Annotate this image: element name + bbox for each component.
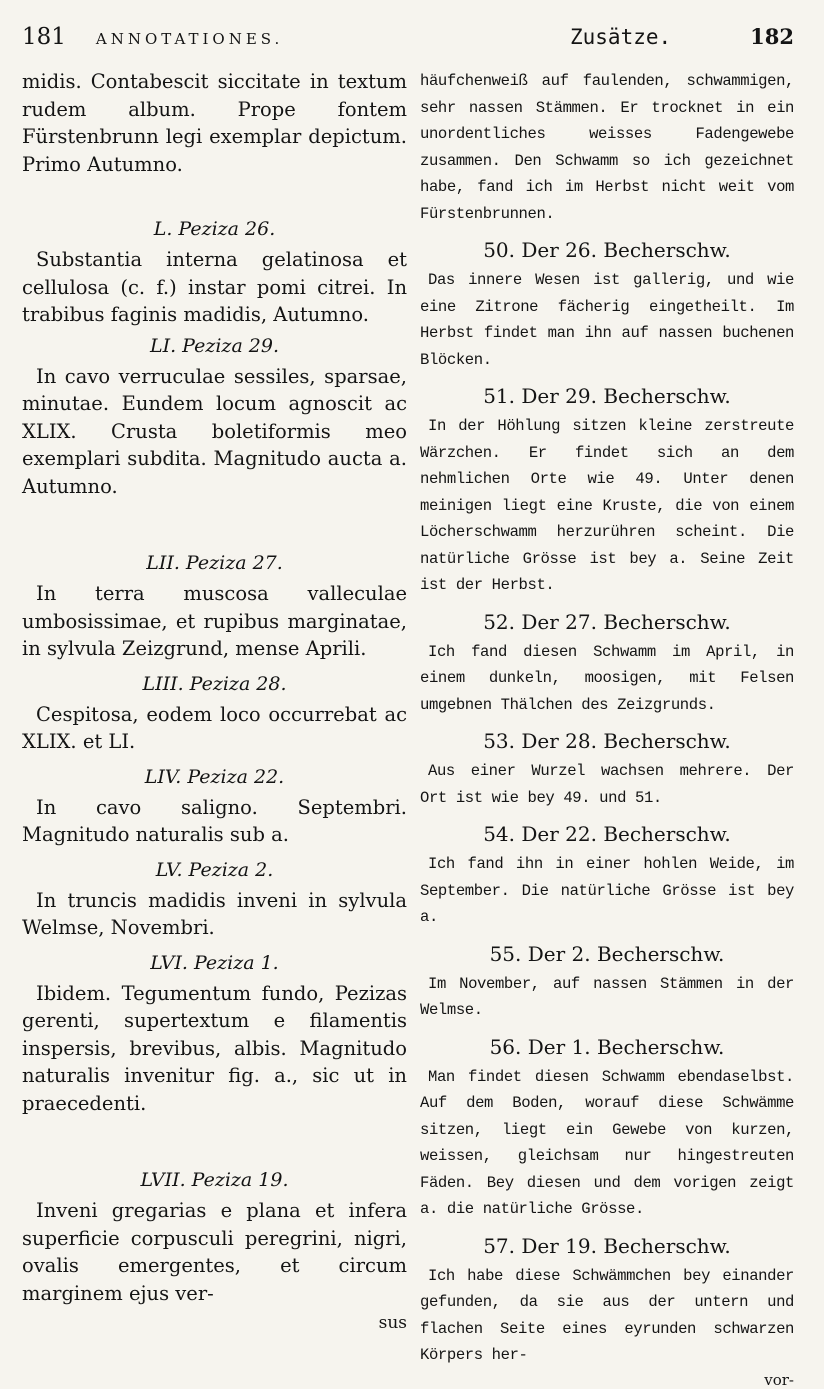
entry-heading: LV. Peziza 2. xyxy=(155,858,274,881)
right-page xyxy=(420,24,794,1389)
left-catchword: sus xyxy=(378,1313,407,1333)
entry-text: In truncis madidis inveni in sylvula Welmse, Novembri. xyxy=(22,888,407,939)
entry-text: Cespitosa, eodem loco occurrebat ac XLIX. et LI. xyxy=(22,702,407,753)
entry-heading: 54. Der 22. Becherschw. xyxy=(483,822,731,846)
left-running-head xyxy=(22,24,407,64)
entry-heading: 50. Der 26. Becherschw. xyxy=(483,238,731,262)
entry-text: Substantia interna gelatinosa et cellulosa (c. f.) instar pomi citrei. In trabibus faginis madidis, Autumno. xyxy=(22,248,407,326)
entry-text: Ich fand ihn in einer hohlen Weide, im September. Die natürliche Grösse ist bey a. xyxy=(420,855,794,926)
left-page xyxy=(22,24,407,1333)
entry-text: Inveni gregarias e plana et infera superficie corpusculi peregrini, nigri, ovalis emergentes, et circum marginem ejus ver- xyxy=(22,1199,407,1305)
entry-heading: 56. Der 1. Becherschw. xyxy=(489,1034,725,1059)
entry-text: Im November, auf nassen Stämmen in der Welmse. xyxy=(420,974,794,1019)
entry-text: In cavo saligno. Septembri. Magnitudo naturalis sub a. xyxy=(22,795,407,846)
left-page-number: 181 xyxy=(22,24,66,50)
entry-heading: 57. Der 19. Becherschw. xyxy=(483,1233,731,1258)
entry-heading: LI. Peziza 29. xyxy=(149,334,280,357)
entry-text: Ich fand diesen Schwamm im April, in einem dunkeln, moosigen, mit Felsen umgebnen Thälchen des Zeizgrunds. xyxy=(420,642,794,714)
entry-heading: 55. Der 2. Becherschw. xyxy=(489,941,725,966)
entry-text: Ich habe diese Schwämmchen bey einander gefunden, da sie aus der untern und flachen Seite eines eyrunden schwarzen Körpers her- xyxy=(420,1266,794,1364)
right-continuation-text: häufchenweiß auf faulenden, schwammigen, sehr nassen Stämmen. Er trocknet in ein unordentliches weisses Fadengewebe zusammen. Den Schwamm so ich gezeichnet habe, fand ich im Herbst nicht weit vom Fürstenbrunnen. xyxy=(420,72,794,223)
entry-heading: LII. Peziza 27. xyxy=(146,552,283,574)
entry-text: In terra muscosa valleculae umbosissimae, et rupibus marginatae, in sylvula Zeizgrund, mense Aprili. xyxy=(22,582,407,660)
left-continuation-text: midis. Contabescit siccitate in textum rudem album. Prope fontem Fürstenbrunn legi exemplar depictum. Primo Autumno. xyxy=(22,70,407,176)
right-running-title: Zusätze. xyxy=(570,25,672,49)
entry-text: Aus einer Wurzel wachsen mehrere. Der Ort ist wie bey 49. und 51. xyxy=(420,762,794,807)
entry-heading: LVI. Peziza 1. xyxy=(150,951,279,974)
entry-heading: 53. Der 28. Becherschw. xyxy=(483,729,731,753)
entry-text: Das innere Wesen ist gallerig, und wie eine Zitrone fächerig eingetheilt. Im Herbst findet man ihn auf nassen buchenen Blöcken. xyxy=(420,271,794,369)
right-page-number: 182 xyxy=(750,24,794,49)
entry-heading: L. Peziza 26. xyxy=(153,218,276,240)
entry-heading: LIII. Peziza 28. xyxy=(142,672,287,695)
entry-text: Ibidem. Tegumentum fundo, Pezizas gerenti, supertextum e filamentis inspersis, brevibus, albis. Magnitudo naturalis invenitur fig. a., sic ut in praecedenti. xyxy=(22,981,407,1115)
entry-text: In cavo verruculae sessiles, sparsae, minutae. Eundem locum agnoscit ac XLIX. Crusta boletiformis meo exemplari subdita. Magnitudo aucta a. Autumno. xyxy=(22,364,407,498)
right-catchword: vor- xyxy=(764,1370,794,1389)
entry-heading: 52. Der 27. Becherschw. xyxy=(483,609,731,634)
entry-heading: LVII. Peziza 19. xyxy=(140,1169,289,1191)
entry-text: In der Höhlung sitzen kleine zerstreute Wärzchen. Er findet sich an dem nehmlichen Orte wie 49. Unter denen meinigen liegt eine Kruste, die von einem Löcherschwamm herzurühren scheint. Die natürliche Grösse ist bey a. Seine Zeit ist der Herbst. xyxy=(420,417,794,594)
right-running-head xyxy=(420,24,794,64)
left-running-title: ANNOTATIONES. xyxy=(95,30,284,48)
entry-text: Man findet diesen Schwamm ebendaselbst. Auf dem Boden, worauf diese Schwämme sitzen, liegt ein Gewebe von kurzen, weissen, gleichsam nur hingestreuten Fäden. Bey diesen und dem vorigen zeigt a. die natürliche Grösse. xyxy=(420,1067,794,1218)
entry-heading: LIV. Peziza 22. xyxy=(144,765,285,788)
entry-heading: 51. Der 29. Becherschw. xyxy=(483,384,731,408)
